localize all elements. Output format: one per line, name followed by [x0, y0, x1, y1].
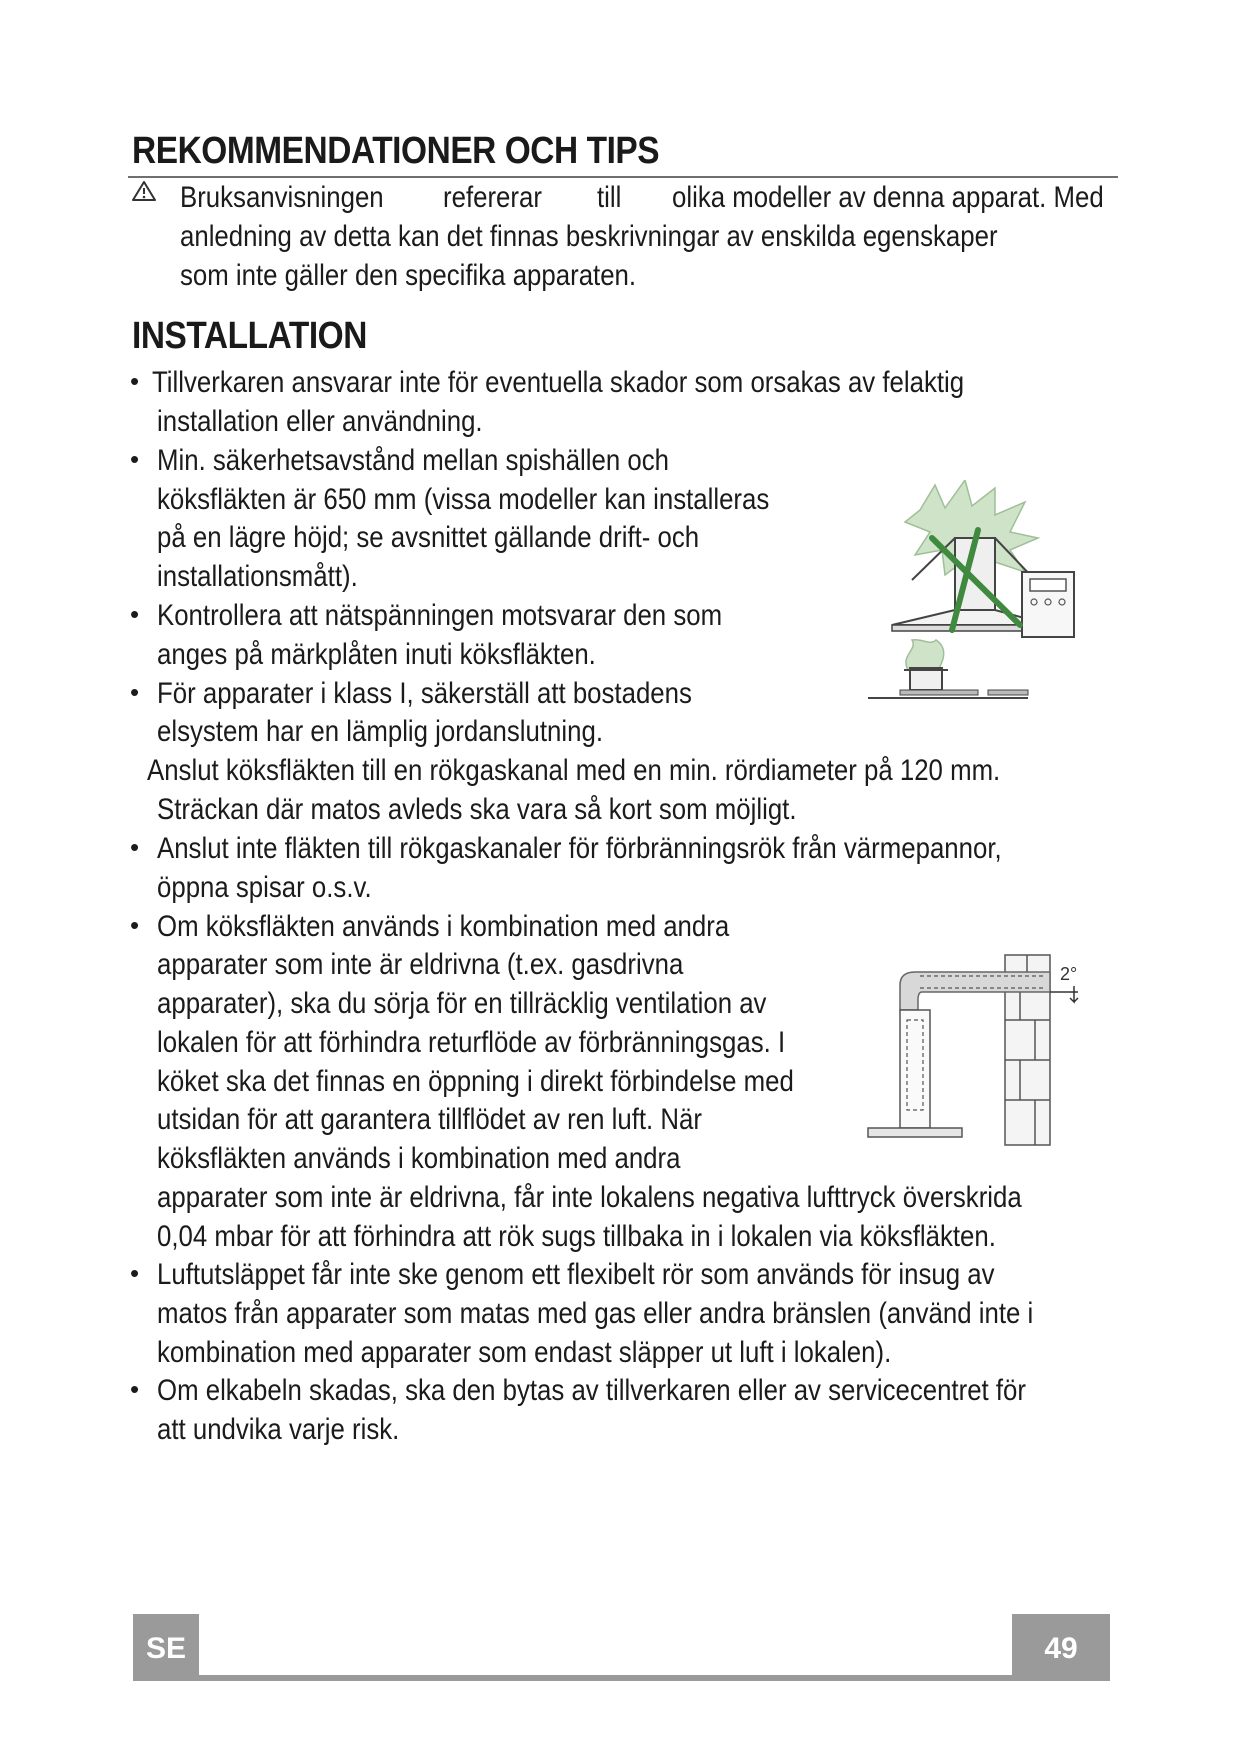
page-number: 49: [1012, 1614, 1110, 1680]
installation-line: köket ska det finnas en öppning i direkt förbindelse med: [157, 1065, 794, 1098]
installation-line: Luftutsläppet får inte ske genom ett flexibelt rör som används för insug av: [157, 1258, 995, 1291]
hood-boiler-warning-illustration: [860, 480, 1100, 705]
warning-text-word: Bruksanvisningen: [180, 181, 384, 214]
bullet-marker: •: [130, 1374, 140, 1404]
warning-text-line: som inte gäller den specifika apparaten.: [180, 259, 637, 292]
bullet-marker: •: [130, 677, 140, 707]
installation-line: på en lägre höjd; se avsnittet gällande drift- och: [157, 521, 700, 554]
installation-line: Anslut köksfläkten till en rökgaskanal med en min. rördiameter på 120 mm.: [147, 754, 1001, 787]
installation-line: Om köksfläkten används i kombination med andra: [157, 910, 730, 943]
installation-line: Min. säkerhetsavstånd mellan spishällen och: [157, 444, 669, 477]
installation-line: lokalen för att förhindra returflöde av förbränningsgas. I: [157, 1026, 786, 1059]
warning-text-word: till: [597, 181, 622, 214]
installation-line: 0,04 mbar för att förhindra att rök sugs tillbaka in i lokalen via köksfläkten.: [157, 1220, 996, 1253]
bullet-marker: •: [130, 1258, 140, 1288]
installation-line: anges på märkplåten inuti köksfläkten.: [157, 638, 596, 671]
installation-line: elsystem har en lämplig jordanslutning.: [157, 715, 604, 748]
bullet-marker: •: [130, 910, 140, 940]
installation-line: Kontrollera att nätspänningen motsvarar den som: [157, 599, 723, 632]
bullet-marker: •: [130, 444, 140, 474]
installation-line: att undvika varje risk.: [157, 1413, 400, 1446]
installation-line: För apparater i klass I, säkerställ att bostadens: [157, 677, 692, 710]
installation-heading: INSTALLATION: [132, 315, 367, 357]
installation-line: Tillverkaren ansvarar inte för eventuella skador som orsakas av felaktig: [152, 366, 965, 399]
installation-line: matos från apparater som matas med gas eller andra bränslen (använd inte i: [157, 1297, 1034, 1330]
bullet-marker: •: [130, 366, 140, 396]
warning-text-word: refererar: [443, 181, 542, 214]
warning-text-line: olika modeller av denna apparat. Med: [672, 181, 1104, 214]
warning-icon: [131, 180, 157, 202]
angle-label: 2°: [1060, 964, 1078, 984]
footer-divider: [133, 1675, 1110, 1681]
installation-line: kombination med apparater som endast släpper ut luft i lokalen).: [157, 1336, 892, 1369]
installation-line: installationsmått).: [157, 560, 358, 593]
installation-line: installation eller användning.: [157, 405, 483, 438]
installation-line: Anslut inte fläkten till rökgaskanaler för förbränningsrök från värmepannor,: [157, 832, 1002, 865]
bullet-marker: •: [130, 599, 140, 629]
installation-line: apparater som inte är eldrivna (t.ex. gasdrivna: [157, 948, 684, 981]
installation-line: Sträckan där matos avleds ska vara så kort som möjligt.: [157, 793, 797, 826]
language-tab: SE: [133, 1614, 199, 1680]
installation-line: köksfläkten är 650 mm (vissa modeller kan installeras: [157, 483, 770, 516]
installation-line: apparater som inte är eldrivna, får inte lokalens negativa lufttryck överskrida: [157, 1181, 1022, 1214]
installation-line: öppna spisar o.s.v.: [157, 871, 372, 904]
warning-text-line: anledning av detta kan det finnas beskrivningar av enskilda egenskaper: [180, 220, 998, 253]
recommendations-heading: REKOMMENDATIONER OCH TIPS: [132, 130, 660, 172]
installation-line: apparater), ska du sörja för en tillräcklig ventilation av: [157, 987, 767, 1020]
installation-line: Om elkabeln skadas, ska den bytas av tillverkaren eller av servicecentret för: [157, 1374, 1026, 1407]
installation-line: utsidan för att garantera tillflödet av ren luft. När: [157, 1103, 702, 1136]
installation-line: köksfläkten används i kombination med andra: [157, 1142, 681, 1175]
bullet-marker: •: [130, 832, 140, 862]
duct-slope-illustration: [860, 950, 1100, 1150]
